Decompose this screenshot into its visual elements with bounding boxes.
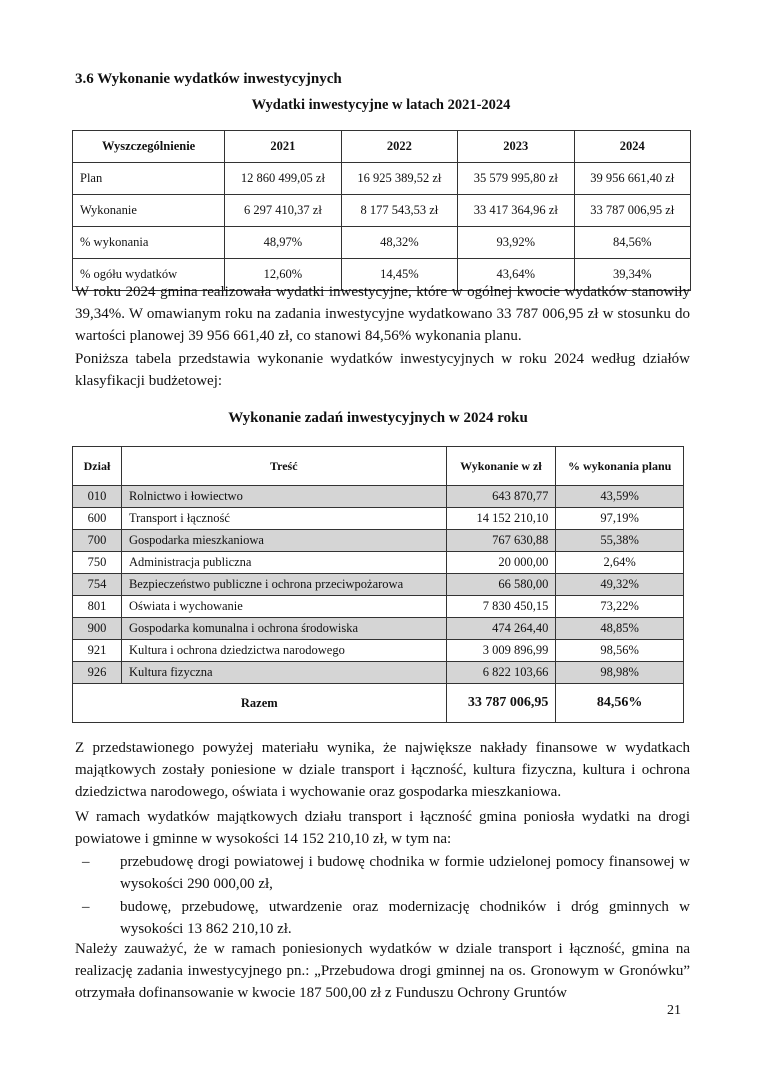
expense-list (80, 851, 690, 940)
percent-cell: 98,98% (556, 662, 684, 684)
amount-cell: 474 264,40 (446, 618, 556, 640)
division-name: Gospodarka mieszkaniowa (121, 530, 446, 552)
row-label: Wykonanie (73, 195, 225, 227)
value-cell: 48,97% (225, 227, 341, 259)
value-cell: 84,56% (574, 227, 690, 259)
value-cell: 33 417 364,96 zł (458, 195, 574, 227)
percent-cell: 73,22% (556, 596, 684, 618)
table-row (73, 530, 684, 552)
value-cell: 93,92% (458, 227, 574, 259)
row-label: % wykonania (73, 227, 225, 259)
table-row (73, 195, 691, 227)
amount-cell: 767 630,88 (446, 530, 556, 552)
division-code: 900 (73, 618, 122, 640)
division-name: Rolnictwo i łowiectwo (121, 486, 446, 508)
value-cell: 8 177 543,53 zł (341, 195, 457, 227)
table-row (73, 508, 684, 530)
division-code: 700 (73, 530, 122, 552)
table-row (73, 574, 684, 596)
percent-cell: 55,38% (556, 530, 684, 552)
header-cell: 2024 (574, 131, 690, 163)
total-row (73, 684, 684, 723)
percent-cell: 48,85% (556, 618, 684, 640)
list-bullet: – (82, 899, 90, 915)
value-cell: 16 925 389,52 zł (341, 163, 457, 195)
division-code: 010 (73, 486, 122, 508)
value-cell: 43,64% (458, 259, 574, 291)
paragraph-funding: Należy zauważyć, że w ramach poniesionych wydatków w dziale transport i łączność, gmina na realizację zadania inwestycyjnego pn.: „Przebudowa drogi gminnej na os. Gronowym w Gronówku” otrzymała dofinansowanie w kwocie 187 500,00 zł z Funduszu Ochrony Gruntów (75, 941, 690, 1001)
table-row (73, 486, 684, 508)
header-cell: 2022 (341, 131, 457, 163)
value-cell: 14,45% (341, 259, 457, 291)
division-code: 921 (73, 640, 122, 662)
row-label: Plan (73, 163, 225, 195)
table-row (73, 552, 684, 574)
value-cell: 33 787 006,95 zł (574, 195, 690, 227)
table-header-row (73, 447, 684, 486)
list-bullet: – (82, 854, 90, 870)
division-code: 600 (73, 508, 122, 530)
percent-cell: 2,64% (556, 552, 684, 574)
value-cell: 39,34% (574, 259, 690, 291)
amount-cell: 20 000,00 (446, 552, 556, 574)
header-cell: 2023 (458, 131, 574, 163)
percent-cell: 98,56% (556, 640, 684, 662)
paragraph-summary: W roku 2024 gmina realizowała wydatki inwestycyjne, które w ogólnej kwocie wydatków stanowiły 39,34%. W omawianym roku na zadania inwestycyjne wydatkowano 33 787 006,95 zł w stosunku do wartości planowej 39 956 661,40 zł, co stanowi 84,56% wykonania planu. (75, 284, 690, 344)
percent-cell: 97,19% (556, 508, 684, 530)
amount-cell: 643 870,77 (446, 486, 556, 508)
list-item (80, 896, 690, 940)
division-code: 750 (73, 552, 122, 574)
table-row (73, 662, 684, 684)
total-label: Razem (73, 684, 447, 723)
value-cell: 35 579 995,80 zł (458, 163, 574, 195)
division-code: 926 (73, 662, 122, 684)
value-cell: 39 956 661,40 zł (574, 163, 690, 195)
header-cell: Wykonanie w zł (446, 447, 556, 486)
amount-cell: 14 152 210,10 (446, 508, 556, 530)
table-row (73, 640, 684, 662)
percent-cell: 49,32% (556, 574, 684, 596)
table2-caption: Wykonanie zadań inwestycyjnych w 2024 roku (228, 410, 528, 426)
amount-cell: 66 580,00 (446, 574, 556, 596)
table-header-row (73, 131, 691, 163)
table-row (73, 596, 684, 618)
header-cell: 2021 (225, 131, 341, 163)
division-code: 801 (73, 596, 122, 618)
table1-caption: Wydatki inwestycyjne w latach 2021-2024 (251, 97, 511, 113)
table-row (73, 163, 691, 195)
header-cell: Dział (73, 447, 122, 486)
division-name: Administracja publiczna (121, 552, 446, 574)
paragraph-conclusion: Z przedstawionego powyżej materiału wynika, że największe nakłady finansowe w wydatkach majątkowych zostały poniesione w dziale transport i łączność, kultura fizyczna, kultura i ochrona dziedzictwa narodowego, oświata i wychowanie oraz gospodarka mieszkaniowa. (75, 740, 690, 800)
percent-cell: 43,59% (556, 486, 684, 508)
investment-years-table (72, 130, 691, 291)
value-cell: 12,60% (225, 259, 341, 291)
division-name: Kultura fizyczna (121, 662, 446, 684)
investment-tasks-table (72, 446, 684, 723)
value-cell: 6 297 410,37 zł (225, 195, 341, 227)
paragraph-intro-table: Poniższa tabela przedstawia wykonanie wydatków inwestycyjnych w roku 2024 według działów klasyfikacji budżetowej: (75, 351, 690, 389)
page-number: 21 (667, 1003, 681, 1018)
amount-cell: 3 009 896,99 (446, 640, 556, 662)
list-item-text: przebudowę drogi powiatowej i budowę chodnika w formie udzielonej pomocy finansowej w wysokości 290 000,00 zł, (120, 854, 690, 892)
paragraph-transport: W ramach wydatków majątkowych działu transport i łączność gmina poniosła wydatki na drogi powiatowe i gminne w wysokości 14 152 210,10 zł, w tym na: (75, 809, 690, 847)
header-cell: Wyszczególnienie (73, 131, 225, 163)
division-name: Bezpieczeństwo publiczne i ochrona przeciwpożarowa (121, 574, 446, 596)
division-code: 754 (73, 574, 122, 596)
amount-cell: 7 830 450,15 (446, 596, 556, 618)
amount-cell: 6 822 103,66 (446, 662, 556, 684)
list-item-text: budowę, przebudowę, utwardzenie oraz modernizację chodników i dróg gminnych w wysokości 13 862 210,10 zł. (120, 899, 690, 937)
total-amount: 33 787 006,95 (446, 684, 556, 723)
table-row (73, 618, 684, 640)
division-name: Kultura i ochrona dziedzictwa narodowego (121, 640, 446, 662)
value-cell: 12 860 499,05 zł (225, 163, 341, 195)
value-cell: 48,32% (341, 227, 457, 259)
header-cell: Treść (121, 447, 446, 486)
list-item (80, 851, 690, 895)
header-cell: % wykonania planu (556, 447, 684, 486)
section-heading: 3.6 Wykonanie wydatków inwestycyjnych (75, 71, 342, 87)
division-name: Transport i łączność (121, 508, 446, 530)
division-name: Oświata i wychowanie (121, 596, 446, 618)
row-label: % ogółu wydatków (73, 259, 225, 291)
table-row (73, 227, 691, 259)
division-name: Gospodarka komunalna i ochrona środowiska (121, 618, 446, 640)
total-percent: 84,56% (556, 684, 684, 723)
